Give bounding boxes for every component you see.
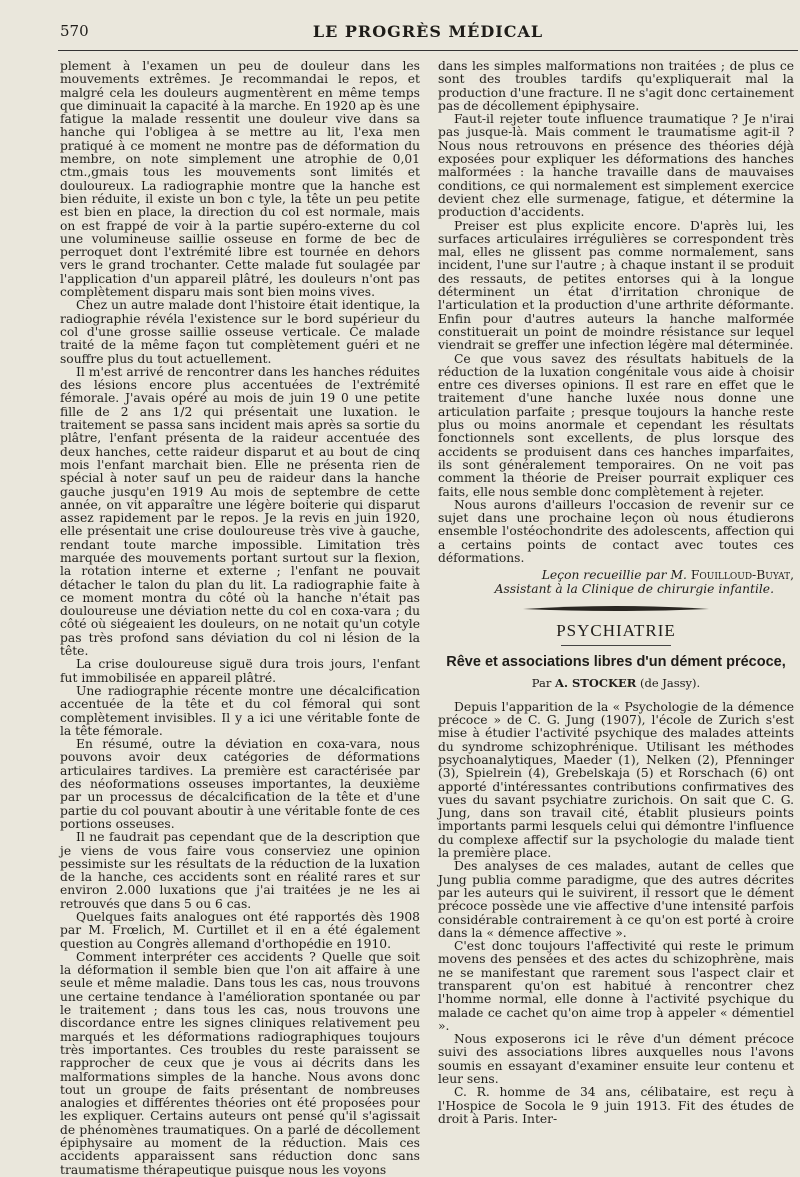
signature-name: Fouilloud-Buyat,	[690, 568, 794, 583]
article-title: Rêve et associations libres d'un dément précoce,	[446, 654, 786, 671]
page-header	[60, 22, 796, 46]
paragraph: Comment interpréter ces accidents ? Quelle que soit la déformation il semble bien que l'on ait affaire à une seule et même maladie. Dans tous les cas, nous trouvons une certaine tendance à l'amélioration spontanée ou par le traitement ; dans tous les cas, nous trouvons une discordance entre les signes cliniques relativement peu marqués et les déformations radiographiques toujours très importantes. Ces troubles du reste paraissent se rapprocher de ceux que je vous ai décrits dans les malformations simples de la hanche. Nous avons donc tout un groupe de faits présentant de nombreuses analogies et différentes théories ont été proposées pour les expliquer. Certains auteurs ont pensé qu'il s'agissait de phénomènes traumatiques. On a parlé de décollement épiphysaire au moment de la réduction. Mais ces accidents apparaissent sans réduction donc sans traumatisme thérapeutique puisque nous les voyons	[60, 949, 420, 1177]
paragraph: plement à l'examen un peu de douleur dans les mouvements extrêmes. Je recommandai le repos, et malgré cela les douleurs augmentèrent en même temps que diminuait la capacité à la marche. En 1920 ap ès une fatigue la malade ressentit une douleur vive dans sa hanche qui l'obligea à se mettre au lit, l'exa men pratiqué à ce moment ne montre pas de déformation du membre, on note simplement une atrophie de 0,01 ctm.,gmais tous les mouvements sont limités et douloureux. La radiographie montre que la hanche est bien réduite, il existe un bon c tyle, la tête un peu petite est bien en place, la direction du col est normale, mais on est frappé de voir à la partie supéro-externe du col une volumineuse saillie osseuse en forme de bec de perroquet dont l'extrémité libre est tournée en dehors vers le grand trochanter. Cette malade fut soulagée par l'application d'un appareil plâtré, les douleurs n'ont pas complètement disparu mais sont bien moins vives.	[60, 59, 420, 300]
paragraph: Nous aurons d'ailleurs l'occasion de revenir sur ce sujet dans une prochaine leçon où nous étudierons ensemble l'ostéochondrite des adolescents, affection qui a certains points de contact avec toutes ces déformations.	[438, 497, 794, 565]
paragraph: Chez un autre malade dont l'histoire était identique, la radiographie révéla l'existence sur le bord supérieur du col d'une grosse saillie osseuse verticale. Ce malade traité de la même façon tut complètement guéri et ne souffre plus du tout actuellement.	[60, 298, 420, 366]
signature-role: Assistant à la Clinique de chirurgie infantile.	[494, 581, 774, 596]
paragraph: Des analyses de ces malades, autant de celles que Jung publia comme paradigme, que des autres décrites par les auteurs qui le suivirent, il ressort que le dément précoce possède une vie affective d'une intensité parfois considérable contrairement à ce qu'on est porté à croire dans la « démence affective ».	[438, 859, 794, 940]
left-column	[60, 59, 420, 1177]
article-byline	[438, 677, 794, 690]
lecture-signature	[438, 569, 794, 596]
byline-suffix: (de Jassy).	[636, 676, 701, 691]
paragraph: C'est donc toujours l'affectivité qui reste le primum movens des pensées et des actes du schizophrène, mais ne se manifestant que rarement sous l'aspect clair et transparent qu'on est habitué à rencontrer chez l'homme normal, elle donne à l'activité psychique du malade ce cachet qu'on aime trop à appeler « démentiel ».	[438, 939, 794, 1033]
paragraph: Nous exposerons ici le rêve d'un dément précoce suivi des associations libres auxquelles nous l'avons soumis en essayant d'examiner ensuite leur contenu et leur sens.	[438, 1032, 794, 1087]
right-column	[438, 59, 794, 1126]
paragraph: dans les simples malformations non traitées ; de plus ce sont des troubles tardifs qu'expliquerait mal la production d'une fracture. Il ne s'agit donc certainement pas de décollement épiphysaire.	[438, 59, 794, 113]
ornamental-separator	[438, 604, 794, 614]
journal-title: LE PROGRÈS MÉDICAL	[312, 22, 544, 41]
paragraph: Preiser est plus explicite encore. D'après lui, les surfaces articulaires irrégulières se correspondent très mal, elles ne glissent pas comme normalement, sans incident, l'une sur l'autre ; à chaque instant il se produit des ressauts, de petites entorses qui à la longue déterminent un état d'irritation chronique de l'articulation et la production d'une arthrite déformante. Enfin pour d'autres auteurs la hanche malformée constituerait un point de moindre résistance sur lequel viendrait se greffer une infection légère mal déterminée.	[438, 218, 794, 353]
byline-author: A. STOCKER	[555, 676, 637, 691]
paragraph: Une radiographie récente montre une décalcification accentuée de la tête et du col fémoral qui sont complètement invisibles. Il y a ici une véritable fonte de la tête fémorale.	[60, 683, 420, 738]
paragraph: Depuis l'apparition de la « Psychologie de la démence précoce » de C. G. Jung (1907), l'école de Zurich s'est mise à étudier l'activité psychique des malades atteints du syndrome schizophrénique. Utilisant les méthodes psychoanalytiques, Maeder (1), Nelken (2), Pfenninger (3), Spielrein (4), Grebelskaja (5) et Rorschach (6) ont apporté d'intéressantes contributions confirmatives des vues du savant psychiatre zurichois. On sait que C. G. Jung, dans son travail cité, établit plusieurs points importants parmi lesquels celui qui démontre l'influence du complexe affectif sur la psychologie du malade tient la première place.	[438, 699, 794, 861]
header-rule	[58, 50, 798, 51]
paragraph: Quelques faits analogues ont été rapportés dès 1908 par M. Frœlich, M. Curtillet et il en a été également question au Congrès allemand d'orthopédie en 1910.	[60, 910, 420, 951]
paragraph: Ce que vous savez des résultats habituels de la réduction de la luxation congénitale vous aide à choisir entre ces diverses opinions. Il est rare en effet que le traitement d'une hanche luxée nous donne une articulation parfaite ; presque toujours la hanche reste plus ou moins anormale et cependant les résultats fonctionnels sont excellents, de plus lorsque des accidents se produisent dans ces hanches imparfaites, ils sont généralement temporaires. On ne voit pas comment la théorie de Preiser pourrait expliquer ces faits, elle nous semble donc complètement à rejeter.	[438, 351, 794, 499]
byline-prefix: Par	[531, 676, 556, 691]
paragraph: En résumé, outre la déviation en coxa-vara, nous pouvons avoir deux catégories de déformations articulaires tardives. La première est caractérisée par des néoformations osseuses importantes, la deuxième par un processus de décalcification de la tête et d'une partie du col pouvant aboutir à une véritable fonte de ces portions osseuses.	[60, 737, 420, 831]
paragraph: La crise douloureuse siguë dura trois jours, l'enfant fut immobilisée en appareil plâtré.	[60, 657, 420, 685]
section-title: PSYCHIATRIE	[556, 620, 676, 640]
paragraph: Il ne faudrait pas cependant que de la description que je viens de vous faire vous conserviez une opinion pessimiste sur les résultats de la réduction de la luxation de la hanche, ces accidents sont en réalité rares et sur environ 2.000 luxations que j'ai traitées je ne les ai retrouvés que dans 5 ou 6 cas.	[60, 830, 420, 911]
signature-prefix: Leçon recueillie par M.	[541, 568, 691, 583]
section-rule	[561, 645, 671, 646]
paragraph: Il m'est arrivé de rencontrer dans les hanches réduites des lésions encore plus accentuées de l'extrémité fémorale. J'avais opéré au mois de juin 19 0 une petite fille de 2 ans 1/2 qui présentait une luxation. le traitement se passa sans incident mais après sa sortie du plâtre, l'enfant présenta de la raideur accentuée des deux hanches, cette raideur disparut et au bout de cinq mois l'enfant marchait bien. Elle ne présenta rien de spécial à noter sauf un peu de raideur dans la hanche gauche jusqu'en 1919 Au mois de septembre de cette année, on vit apparaître une légère boiterie qui disparut assez rapidement par le repos. Je la revis en juin 1920, elle présentait une crise douloureuse très vive à gauche, rendant toute marche impossible. Limitation très marquée des mouvements portant surtout sur la flexion, la rotation interne et externe ; l'enfant ne pouvait détacher le talon du plan du lit. La radiographie faite à ce moment montra du côté où la hanche n'était pas douloureuse une déviation nette du col en coxa-vara ; du côté où siégeaient les douleurs, on ne notait qu'un cotyle pas très profond sans déviation du col ni lésion de la tête.	[60, 364, 420, 659]
paragraph: C. R. homme de 34 ans, célibataire, est reçu à l'Hospice de Socola le 9 juin 1913. Fit des études de droit à Paris. Inter-	[438, 1085, 794, 1126]
paragraph: Faut-il rejeter toute influence traumatique ? Je n'irai pas jusque-là. Mais comment le traumatisme agit-il ? Nous nous retrouvons en présence des théories déjà exposées pour expliquer les déformations des hanches malformées : la hanche travaille dans de mauvaises conditions, ce qui normalement est simplement exercice devient chez elle surmenage, fatigue, et détermine la production d'accidents.	[438, 112, 794, 220]
page-number: 570	[60, 22, 89, 40]
